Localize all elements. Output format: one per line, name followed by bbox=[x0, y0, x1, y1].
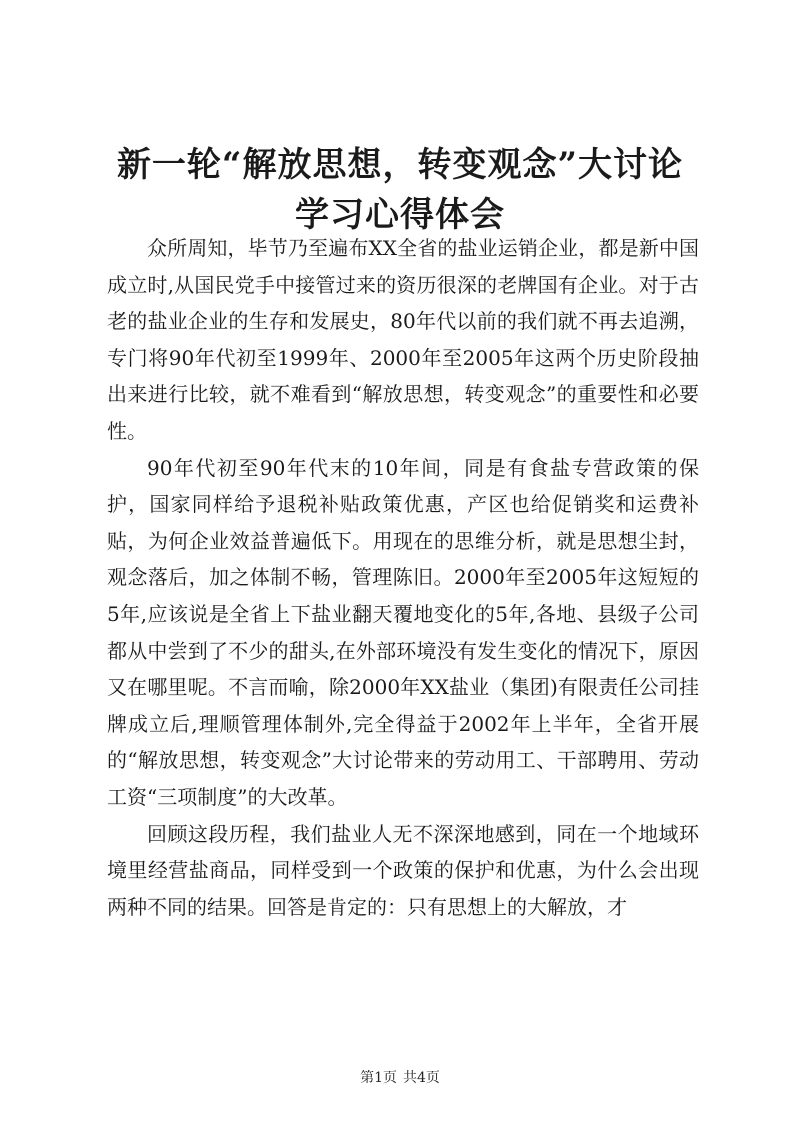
document-title: 新一轮“解放思想，转变观念”大讨论学习心得体会 bbox=[116, 145, 684, 235]
paragraph-1: 众所周知，毕节乃至遍布XX全省的盐业运销企业，都是新中国成立时,从国民党手中接管过来的资历很深的老牌国有企业。对于古老的盐业企业的生存和发展史，80年代以前的我们就不再去追溯，专门将90年代初至1999年、2000年至2005年这两个历史阶段抽出来进行比较，就不难看到“解放思想，转变观念”的重要性和必要性。 bbox=[107, 236, 699, 443]
page-footer bbox=[0, 1068, 800, 1088]
page-number: 第1页 bbox=[360, 1070, 397, 1086]
paragraph-2: 90年代初至90年代末的10年间，同是有食盐专营政策的保护，国家同样给予退税补贴政策优惠，产区也给促销奖和运费补贴，为何企业效益普遍低下。用现在的思维分析，就是思想尘封，观念落后，加之体制不畅，管理陈旧。2000年至2005年这短短的5年,应该说是全省上下盐业翻天覆地变化的5年,各地、县级子公司都从中尝到了不少的甜头,在外部环境没有发生变化的情况下，原因又在哪里呢。不言而喻，除2000年XX盐业（集团)有限责任公司挂牌成立后,理顺管理体制外,完全得益于2002年上半年，全省开展的“解放思想，转变观念”大讨论带来的劳动用工、干部聘用、劳动工资“三项制度”的大改革。 bbox=[107, 455, 699, 809]
document-body bbox=[107, 230, 699, 925]
page-total: 共4页 bbox=[403, 1070, 440, 1086]
paragraph-3: 回顾这段历程，我们盐业人无不深深地感到，同在一个地域环境里经营盐商品，同样受到一个政策的保护和优惠，为什么会出现两种不同的结果。回答是肯定的：只有思想上的大解放，才 bbox=[107, 821, 699, 919]
